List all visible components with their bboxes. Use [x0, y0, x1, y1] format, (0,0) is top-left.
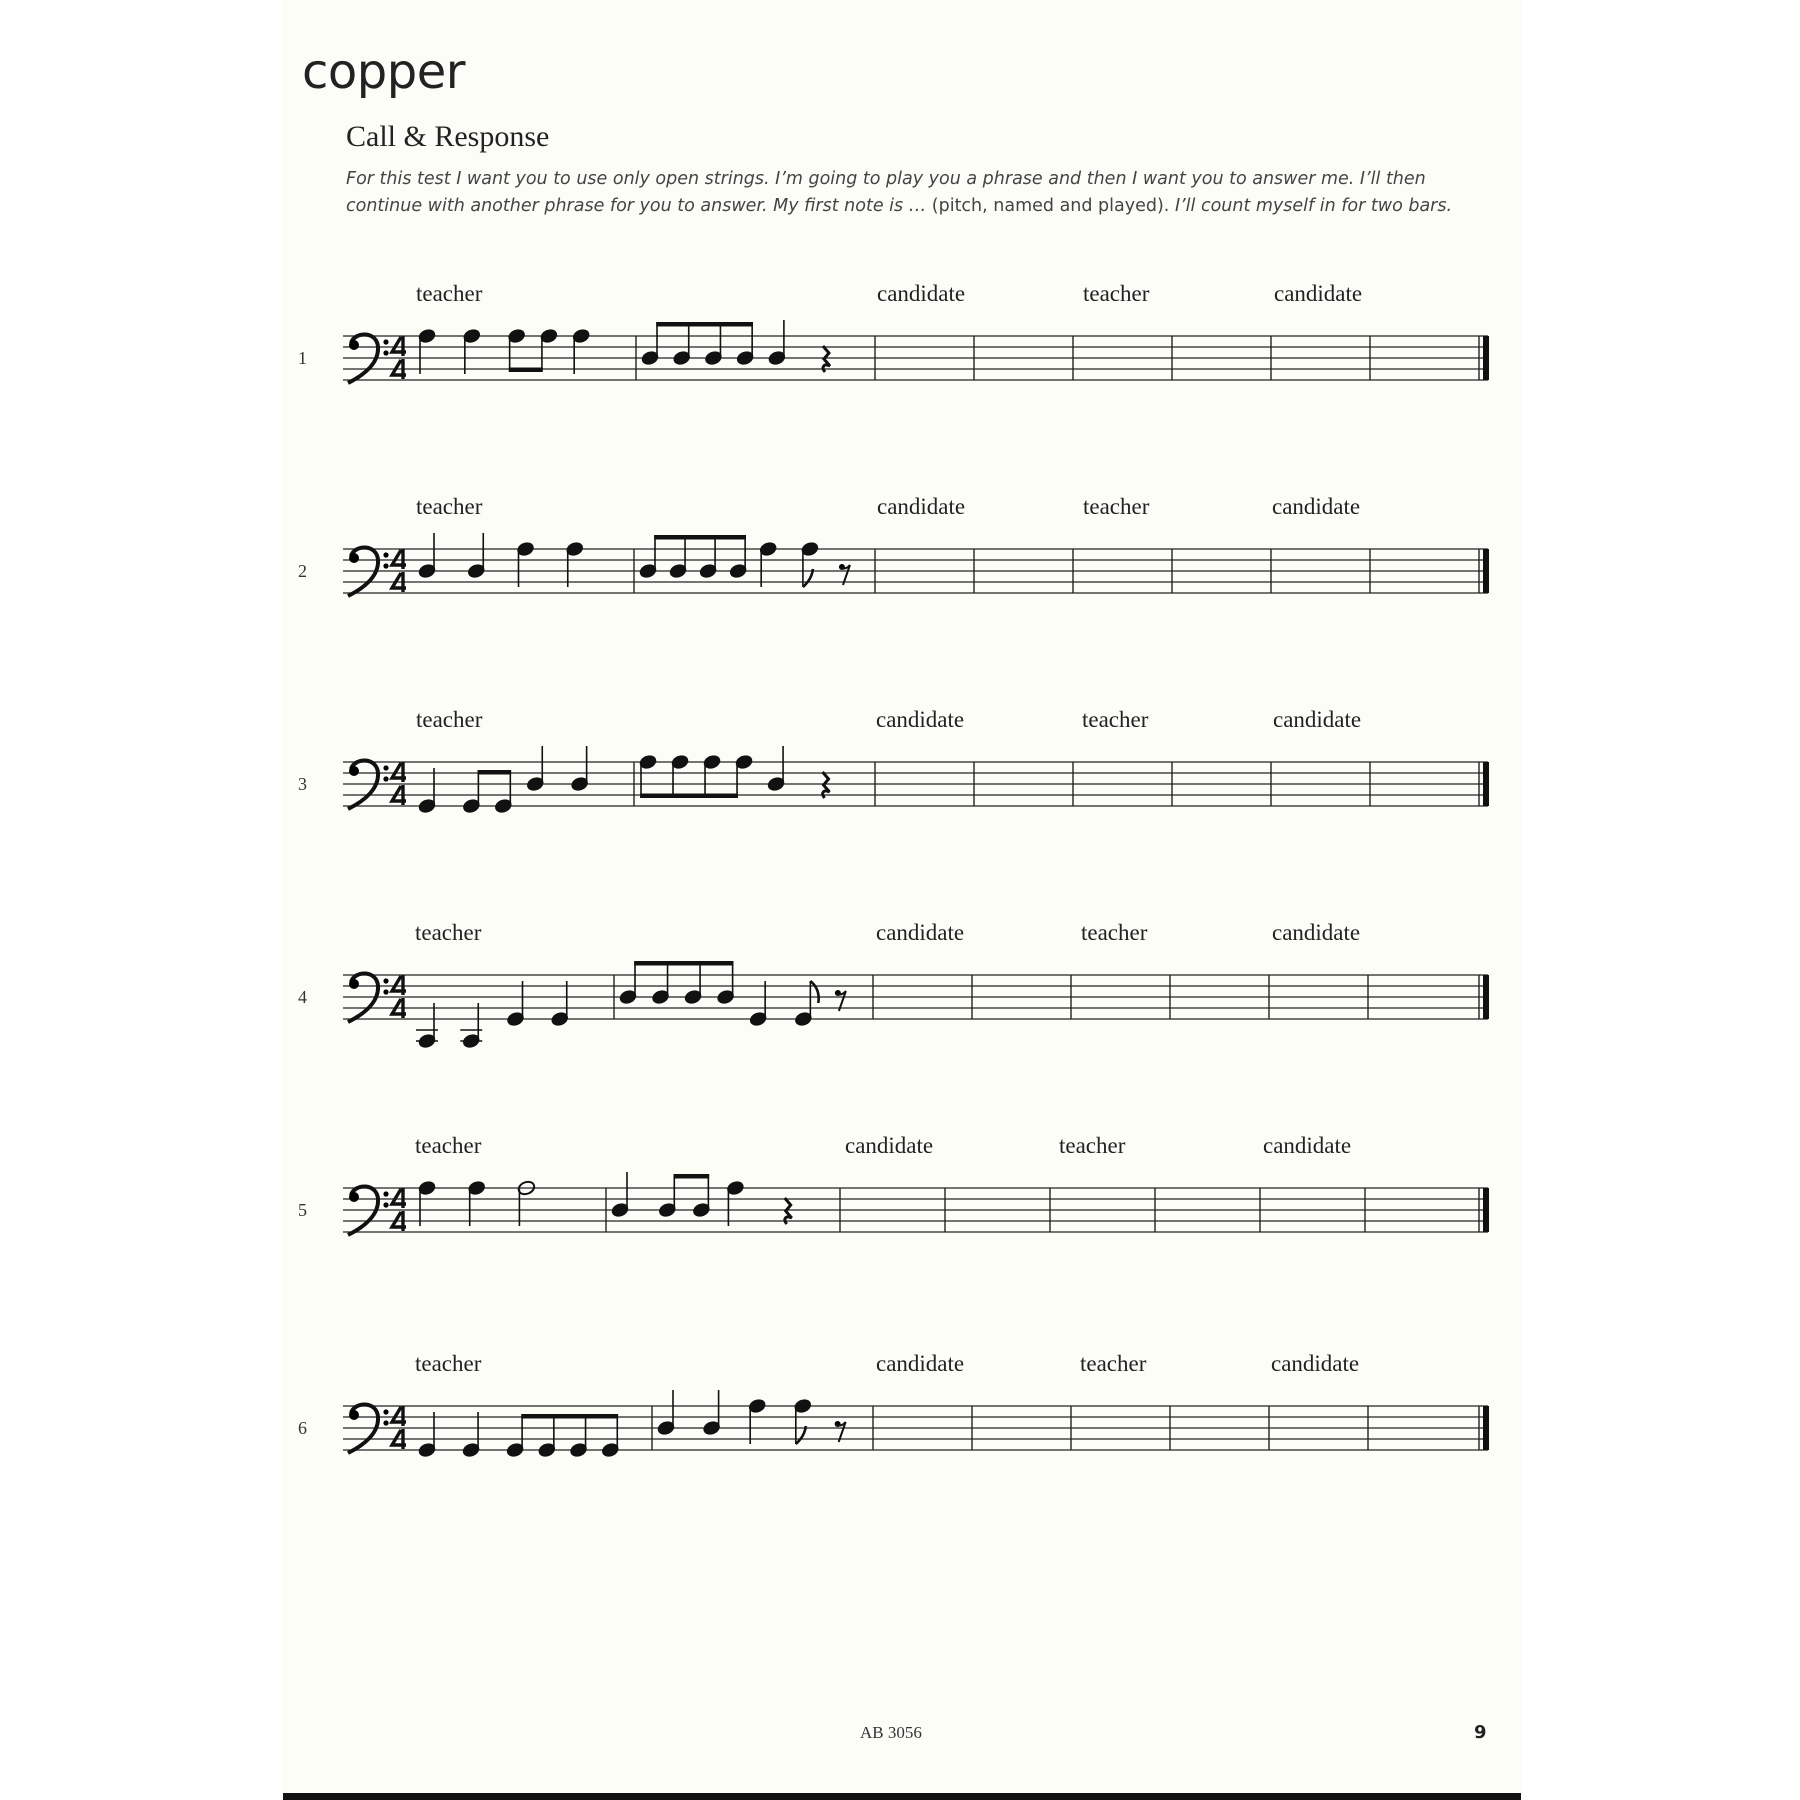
teacher-label: teacher — [1081, 920, 1148, 945]
instructions-part-1: For this test I want you to use only open strings. I’m going to play you a phrase and then I want you to answer me. I’ll then continue with another phrase for you to answer. My first note is … — [346, 169, 1426, 216]
candidate-label: candidate — [1263, 1133, 1352, 1158]
page-sheet — [283, 0, 1521, 1800]
teacher-label: teacher — [1082, 707, 1149, 732]
footer-code: AB 3056 — [860, 1723, 922, 1742]
candidate-label: candidate — [1273, 707, 1362, 732]
candidate-label: candidate — [1272, 494, 1361, 519]
page-title: copper — [302, 44, 465, 100]
teacher-label: teacher — [1083, 281, 1150, 306]
candidate-label: candidate — [1272, 920, 1361, 945]
candidate-label: candidate — [876, 920, 965, 945]
teacher-label: teacher — [415, 920, 482, 945]
exercise-number: 4 — [298, 987, 307, 1007]
teacher-label: teacher — [416, 281, 483, 306]
teacher-label: teacher — [1083, 494, 1150, 519]
candidate-label: candidate — [845, 1133, 934, 1158]
candidate-label: candidate — [1271, 1351, 1360, 1376]
candidate-label: candidate — [876, 707, 965, 732]
page-bottom-edge — [283, 1793, 1521, 1800]
teacher-label: teacher — [1059, 1133, 1126, 1158]
teacher-label: teacher — [416, 707, 483, 732]
candidate-label: candidate — [1274, 281, 1363, 306]
exercise-number: 2 — [298, 561, 307, 581]
exercise-number: 5 — [298, 1200, 307, 1220]
teacher-label: teacher — [415, 1133, 482, 1158]
teacher-label: teacher — [416, 494, 483, 519]
teacher-label: teacher — [1080, 1351, 1147, 1376]
instructions-part-2: (pitch, named and played). — [931, 196, 1170, 216]
teacher-label: teacher — [415, 1351, 482, 1376]
candidate-label: candidate — [876, 1351, 965, 1376]
candidate-label: candidate — [877, 281, 966, 306]
exercise-number: 1 — [298, 348, 307, 368]
exercise-number: 3 — [298, 774, 307, 794]
candidate-label: candidate — [877, 494, 966, 519]
page-number: 9 — [1474, 1722, 1487, 1743]
exercise-number: 6 — [298, 1418, 307, 1438]
section-heading: Call & Response — [346, 120, 550, 153]
instructions-part-3: I’ll count myself in for two bars. — [1169, 196, 1453, 216]
